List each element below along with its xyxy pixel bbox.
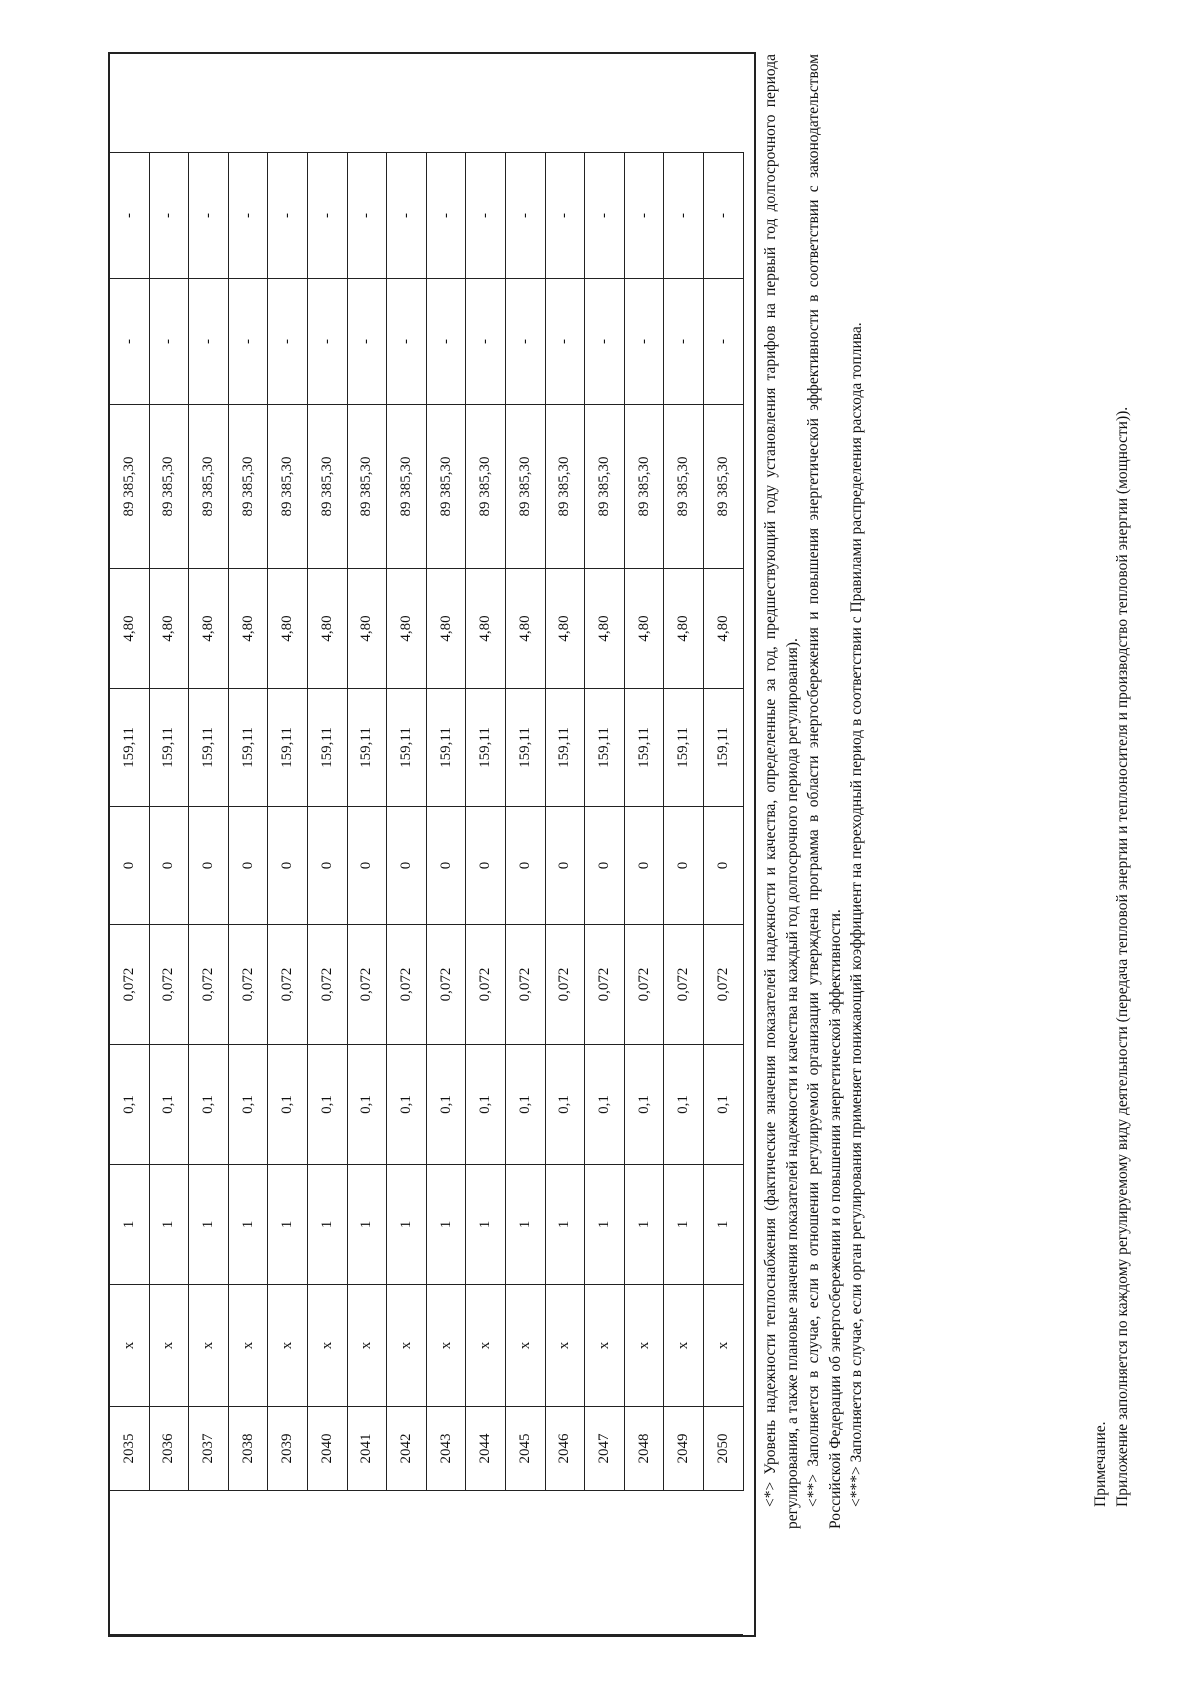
value-cell-c3: 0,1 xyxy=(545,1045,585,1165)
value-cell-c3: 0,1 xyxy=(228,1045,268,1165)
value-cell-c3: 0,1 xyxy=(189,1045,229,1165)
value-cell-c1: x xyxy=(189,1285,229,1407)
value-cell-c9: - xyxy=(505,279,545,405)
table-row xyxy=(347,153,387,1635)
value-cell-c1: x xyxy=(664,1285,704,1407)
value-cell-c4: 0,072 xyxy=(466,925,506,1045)
value-cell-c2: 1 xyxy=(664,1165,704,1285)
value-cell-c1: x xyxy=(228,1285,268,1407)
data-table-frame xyxy=(108,52,756,1637)
blank-cell xyxy=(110,1491,149,1635)
blank-cell xyxy=(585,1491,625,1635)
data-table xyxy=(110,152,744,1635)
value-cell-c4: 0,072 xyxy=(505,925,545,1045)
value-cell-c1: x xyxy=(110,1285,149,1407)
year-cell: 2040 xyxy=(307,1407,347,1491)
value-cell-c10: - xyxy=(703,153,743,279)
table-row xyxy=(149,153,189,1635)
value-cell-c7: 4,80 xyxy=(110,569,149,689)
value-cell-c2: 1 xyxy=(149,1165,189,1285)
footnote-3: <***> Заполняется в случае, если орган регулирования применяет понижающий коэффициент на переходный период в соответствии с Правилами распределения расхода топлива. xyxy=(848,322,865,1507)
footnote-2: <**> Заполняется в случае, если в отношении регулируемой организации утверждена программа в области энергосбережения и повышения энергетической эффективности в соответствии с законодательством Российской Федерации об энергосбережении и о повышении энергетической эффективности. xyxy=(805,54,844,1529)
value-cell-c10: - xyxy=(347,153,387,279)
blank-cell xyxy=(545,1491,585,1635)
value-cell-c6: 159,11 xyxy=(110,689,149,807)
year-cell: 2042 xyxy=(387,1407,427,1491)
value-cell-c4: 0,072 xyxy=(703,925,743,1045)
value-cell-c6: 159,11 xyxy=(228,689,268,807)
table-row xyxy=(545,153,585,1635)
value-cell-c2: 1 xyxy=(110,1165,149,1285)
table-row xyxy=(624,153,664,1635)
value-cell-c8: 89 385,30 xyxy=(307,405,347,569)
value-cell-c8: 89 385,30 xyxy=(545,405,585,569)
blank-cell xyxy=(307,1491,347,1635)
value-cell-c3: 0,1 xyxy=(703,1045,743,1165)
value-cell-c10: - xyxy=(466,153,506,279)
value-cell-c7: 4,80 xyxy=(505,569,545,689)
value-cell-c3: 0,1 xyxy=(466,1045,506,1165)
value-cell-c6: 159,11 xyxy=(149,689,189,807)
value-cell-c4: 0,072 xyxy=(387,925,427,1045)
value-cell-c10: - xyxy=(545,153,585,279)
value-cell-c3: 0,1 xyxy=(585,1045,625,1165)
value-cell-c5: 0 xyxy=(466,807,506,925)
value-cell-c6: 159,11 xyxy=(624,689,664,807)
value-cell-c10: - xyxy=(268,153,308,279)
value-cell-c10: - xyxy=(585,153,625,279)
value-cell-c10: - xyxy=(426,153,466,279)
value-cell-c6: 159,11 xyxy=(268,689,308,807)
value-cell-c9: - xyxy=(624,279,664,405)
value-cell-c6: 159,11 xyxy=(545,689,585,807)
blank-cell xyxy=(347,1491,387,1635)
value-cell-c7: 4,80 xyxy=(347,569,387,689)
value-cell-c8: 89 385,30 xyxy=(110,405,149,569)
value-cell-c5: 0 xyxy=(703,807,743,925)
year-cell: 2037 xyxy=(189,1407,229,1491)
value-cell-c8: 89 385,30 xyxy=(149,405,189,569)
value-cell-c9: - xyxy=(466,279,506,405)
value-cell-c10: - xyxy=(149,153,189,279)
value-cell-c2: 1 xyxy=(426,1165,466,1285)
value-cell-c10: - xyxy=(505,153,545,279)
value-cell-c10: - xyxy=(307,153,347,279)
value-cell-c4: 0,072 xyxy=(585,925,625,1045)
footnotes xyxy=(760,54,868,1529)
value-cell-c3: 0,1 xyxy=(149,1045,189,1165)
value-cell-c5: 0 xyxy=(268,807,308,925)
value-cell-c4: 0,072 xyxy=(347,925,387,1045)
value-cell-c9: - xyxy=(110,279,149,405)
value-cell-c7: 4,80 xyxy=(228,569,268,689)
blank-cell xyxy=(189,1491,229,1635)
value-cell-c8: 89 385,30 xyxy=(624,405,664,569)
value-cell-c7: 4,80 xyxy=(149,569,189,689)
value-cell-c2: 1 xyxy=(189,1165,229,1285)
table-row xyxy=(466,153,506,1635)
value-cell-c2: 1 xyxy=(585,1165,625,1285)
value-cell-c5: 0 xyxy=(110,807,149,925)
value-cell-c4: 0,072 xyxy=(307,925,347,1045)
value-cell-c3: 0,1 xyxy=(347,1045,387,1165)
value-cell-c3: 0,1 xyxy=(664,1045,704,1165)
table-row xyxy=(664,153,704,1635)
value-cell-c7: 4,80 xyxy=(664,569,704,689)
value-cell-c4: 0,072 xyxy=(228,925,268,1045)
value-cell-c3: 0,1 xyxy=(387,1045,427,1165)
value-cell-c7: 4,80 xyxy=(624,569,664,689)
value-cell-c1: x xyxy=(426,1285,466,1407)
value-cell-c4: 0,072 xyxy=(110,925,149,1045)
value-cell-c8: 89 385,30 xyxy=(228,405,268,569)
year-cell: 2046 xyxy=(545,1407,585,1491)
year-cell: 2049 xyxy=(664,1407,704,1491)
value-cell-c5: 0 xyxy=(228,807,268,925)
value-cell-c1: x xyxy=(149,1285,189,1407)
table-row xyxy=(189,153,229,1635)
value-cell-c3: 0,1 xyxy=(624,1045,664,1165)
value-cell-c10: - xyxy=(664,153,704,279)
value-cell-c9: - xyxy=(149,279,189,405)
value-cell-c9: - xyxy=(307,279,347,405)
value-cell-c5: 0 xyxy=(585,807,625,925)
value-cell-c1: x xyxy=(505,1285,545,1407)
value-cell-c3: 0,1 xyxy=(426,1045,466,1165)
value-cell-c2: 1 xyxy=(545,1165,585,1285)
remarks-text: Приложение заполняется по каждому регулируемому виду деятельности (передача тепловой энергии и теплоносителя и производство тепловой энергии (мощности)). xyxy=(1113,406,1131,1507)
value-cell-c7: 4,80 xyxy=(268,569,308,689)
value-cell-c2: 1 xyxy=(347,1165,387,1285)
table-row xyxy=(110,153,149,1635)
value-cell-c2: 1 xyxy=(703,1165,743,1285)
value-cell-c10: - xyxy=(228,153,268,279)
value-cell-c8: 89 385,30 xyxy=(347,405,387,569)
value-cell-c9: - xyxy=(545,279,585,405)
year-cell: 2039 xyxy=(268,1407,308,1491)
value-cell-c5: 0 xyxy=(426,807,466,925)
blank-cell xyxy=(268,1491,308,1635)
value-cell-c7: 4,80 xyxy=(585,569,625,689)
blank-cell xyxy=(426,1491,466,1635)
value-cell-c2: 1 xyxy=(505,1165,545,1285)
value-cell-c9: - xyxy=(268,279,308,405)
value-cell-c5: 0 xyxy=(189,807,229,925)
value-cell-c1: x xyxy=(545,1285,585,1407)
value-cell-c5: 0 xyxy=(149,807,189,925)
value-cell-c6: 159,11 xyxy=(387,689,427,807)
value-cell-c5: 0 xyxy=(347,807,387,925)
value-cell-c9: - xyxy=(189,279,229,405)
year-cell: 2041 xyxy=(347,1407,387,1491)
value-cell-c4: 0,072 xyxy=(426,925,466,1045)
value-cell-c7: 4,80 xyxy=(189,569,229,689)
value-cell-c7: 4,80 xyxy=(703,569,743,689)
value-cell-c8: 89 385,30 xyxy=(664,405,704,569)
value-cell-c8: 89 385,30 xyxy=(387,405,427,569)
table-row xyxy=(426,153,466,1635)
value-cell-c8: 89 385,30 xyxy=(426,405,466,569)
value-cell-c1: x xyxy=(624,1285,664,1407)
blank-cell xyxy=(228,1491,268,1635)
year-cell: 2045 xyxy=(505,1407,545,1491)
remarks-heading: Примечание. xyxy=(1092,1421,1109,1507)
value-cell-c6: 159,11 xyxy=(189,689,229,807)
table-row xyxy=(307,153,347,1635)
value-cell-c7: 4,80 xyxy=(387,569,427,689)
value-cell-c5: 0 xyxy=(545,807,585,925)
value-cell-c3: 0,1 xyxy=(268,1045,308,1165)
value-cell-c5: 0 xyxy=(387,807,427,925)
value-cell-c1: x xyxy=(466,1285,506,1407)
year-cell: 2044 xyxy=(466,1407,506,1491)
value-cell-c5: 0 xyxy=(624,807,664,925)
value-cell-c8: 89 385,30 xyxy=(189,405,229,569)
year-cell: 2047 xyxy=(585,1407,625,1491)
value-cell-c10: - xyxy=(624,153,664,279)
remarks-block xyxy=(1090,54,1133,1529)
value-cell-c8: 89 385,30 xyxy=(585,405,625,569)
value-cell-c10: - xyxy=(387,153,427,279)
value-cell-c1: x xyxy=(703,1285,743,1407)
value-cell-c5: 0 xyxy=(664,807,704,925)
value-cell-c9: - xyxy=(585,279,625,405)
value-cell-c3: 0,1 xyxy=(505,1045,545,1165)
value-cell-c8: 89 385,30 xyxy=(466,405,506,569)
value-cell-c1: x xyxy=(268,1285,308,1407)
value-cell-c9: - xyxy=(664,279,704,405)
value-cell-c10: - xyxy=(110,153,149,279)
value-cell-c2: 1 xyxy=(466,1165,506,1285)
value-cell-c2: 1 xyxy=(268,1165,308,1285)
table-row xyxy=(387,153,427,1635)
table-row xyxy=(228,153,268,1635)
table-row xyxy=(268,153,308,1635)
value-cell-c4: 0,072 xyxy=(624,925,664,1045)
value-cell-c1: x xyxy=(387,1285,427,1407)
value-cell-c4: 0,072 xyxy=(268,925,308,1045)
table-row xyxy=(703,153,743,1635)
blank-cell xyxy=(624,1491,664,1635)
blank-cell xyxy=(664,1491,704,1635)
value-cell-c3: 0,1 xyxy=(307,1045,347,1165)
value-cell-c6: 159,11 xyxy=(505,689,545,807)
value-cell-c5: 0 xyxy=(307,807,347,925)
value-cell-c7: 4,80 xyxy=(466,569,506,689)
value-cell-c6: 159,11 xyxy=(466,689,506,807)
footnote-1: <*> Уровень надежности теплоснабжения (фактические значения показателей надежности и качества, определенные за год, предшествующий году установления тарифов на первый год долгосрочного периода регулирования, а также плановые значения показателей надежности и качества на каждый год долгосрочного периода регулирования). xyxy=(762,54,801,1529)
value-cell-c4: 0,072 xyxy=(149,925,189,1045)
blank-cell xyxy=(466,1491,506,1635)
value-cell-c1: x xyxy=(347,1285,387,1407)
blank-cell xyxy=(387,1491,427,1635)
value-cell-c9: - xyxy=(228,279,268,405)
value-cell-c6: 159,11 xyxy=(426,689,466,807)
value-cell-c6: 159,11 xyxy=(347,689,387,807)
value-cell-c9: - xyxy=(347,279,387,405)
value-cell-c2: 1 xyxy=(624,1165,664,1285)
value-cell-c8: 89 385,30 xyxy=(505,405,545,569)
value-cell-c4: 0,072 xyxy=(664,925,704,1045)
value-cell-c4: 0,072 xyxy=(545,925,585,1045)
year-cell: 2036 xyxy=(149,1407,189,1491)
value-cell-c7: 4,80 xyxy=(307,569,347,689)
value-cell-c9: - xyxy=(703,279,743,405)
value-cell-c7: 4,80 xyxy=(426,569,466,689)
value-cell-c3: 0,1 xyxy=(110,1045,149,1165)
value-cell-c10: - xyxy=(189,153,229,279)
year-cell: 2043 xyxy=(426,1407,466,1491)
value-cell-c6: 159,11 xyxy=(664,689,704,807)
blank-cell xyxy=(703,1491,743,1635)
year-cell: 2035 xyxy=(110,1407,149,1491)
value-cell-c5: 0 xyxy=(505,807,545,925)
value-cell-c2: 1 xyxy=(307,1165,347,1285)
value-cell-c1: x xyxy=(307,1285,347,1407)
value-cell-c8: 89 385,30 xyxy=(703,405,743,569)
value-cell-c4: 0,072 xyxy=(189,925,229,1045)
value-cell-c7: 4,80 xyxy=(545,569,585,689)
value-cell-c2: 1 xyxy=(387,1165,427,1285)
table-row xyxy=(505,153,545,1635)
value-cell-c9: - xyxy=(387,279,427,405)
value-cell-c6: 159,11 xyxy=(585,689,625,807)
value-cell-c2: 1 xyxy=(228,1165,268,1285)
value-cell-c9: - xyxy=(426,279,466,405)
value-cell-c1: x xyxy=(585,1285,625,1407)
value-cell-c6: 159,11 xyxy=(703,689,743,807)
value-cell-c8: 89 385,30 xyxy=(268,405,308,569)
value-cell-c6: 159,11 xyxy=(307,689,347,807)
table-row xyxy=(585,153,625,1635)
blank-cell xyxy=(505,1491,545,1635)
year-cell: 2050 xyxy=(703,1407,743,1491)
year-cell: 2038 xyxy=(228,1407,268,1491)
year-cell: 2048 xyxy=(624,1407,664,1491)
blank-cell xyxy=(149,1491,189,1635)
